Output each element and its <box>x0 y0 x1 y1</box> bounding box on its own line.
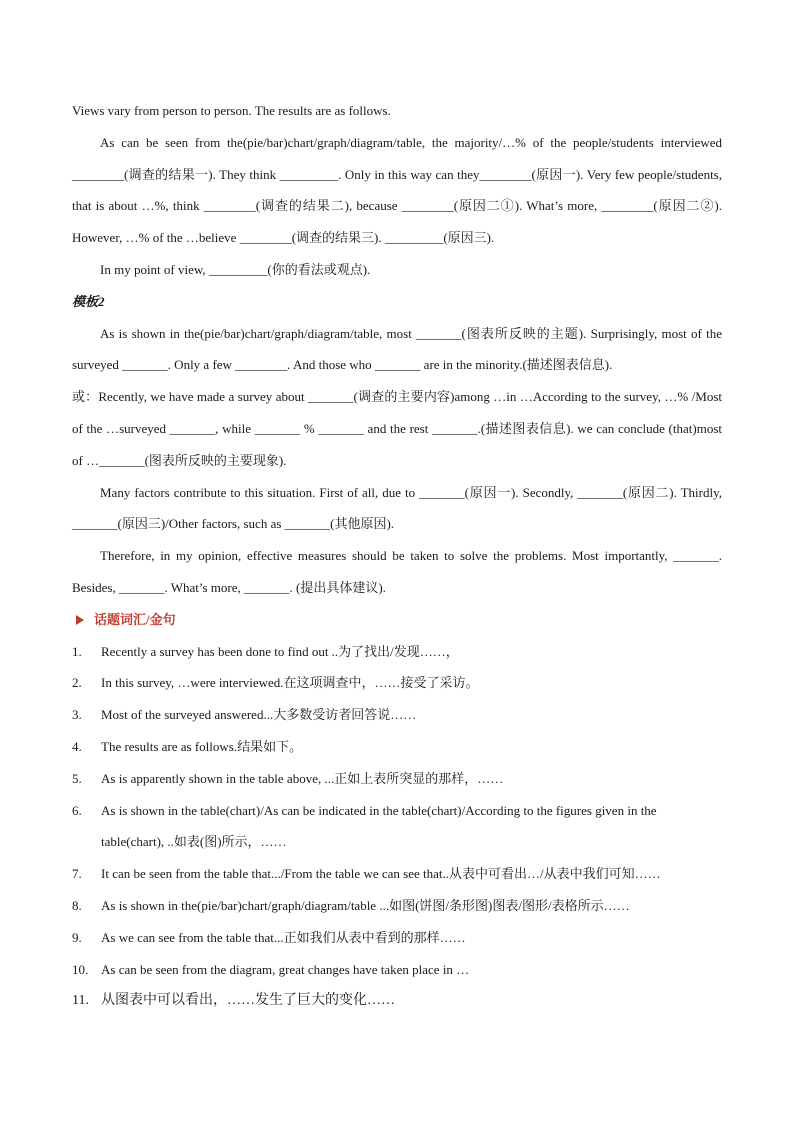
intro-line: Views vary from person to person. The results are as follows. <box>72 103 391 118</box>
item-number: 9. <box>72 929 82 945</box>
phrase-list <box>72 636 722 1018</box>
topic-heading-label: 话题词汇/金句 <box>94 611 176 627</box>
item-text: 从图表中可以看出，……发生了巨大的变化…… <box>101 993 395 1009</box>
item-text: Recently a survey has been done to find out ..为了找出/发现……， <box>101 643 459 659</box>
list-item <box>72 636 722 668</box>
item-number: 6. <box>72 802 82 818</box>
topic-heading <box>72 604 722 636</box>
list-item <box>72 699 722 731</box>
item-number: 4. <box>72 738 82 754</box>
item-text: As can be seen from the diagram, great changes have taken place in … <box>101 961 470 977</box>
item-text: The results are as follows.结果如下。 <box>101 738 303 754</box>
item-text: As we can see from the table that...正如我们从表中看到的那样…… <box>101 929 466 945</box>
document-page <box>72 95 722 1017</box>
list-item <box>72 858 722 890</box>
item-number: 11. <box>72 993 89 1009</box>
template2-paragraph-4: Therefore, in my opinion, effective measures should be taken to solve the problems. Most importantly, _______. Besides, _______. What’s more, _______. (提出具体建议). <box>72 548 722 595</box>
item-text: In this survey, …were interviewed.在这项调查中，……接受了采访。 <box>101 675 479 691</box>
list-item <box>72 731 722 763</box>
list-item <box>72 890 722 922</box>
item-text: As is shown in the table(chart)/As can be indicated in the table(chart)/According to the figures given in the table(chart), ..如表(图)所示，…… <box>101 802 657 850</box>
item-text: Most of the surveyed answered...大多数受访者回答说…… <box>101 707 417 723</box>
template1-paragraph: As can be seen from the(pie/bar)chart/graph/diagram/table, the majority/…% of the people/students interviewed ________(调查的结果一). They think _________. Only in this way can they________(原因一). Very few people/students, that is about …%, think ________(调查的结果二), because ________(原因二①). What’s more, ________(原因二②). However, …% of the …believe ________(调查的结果三). _________(原因三). <box>72 134 722 246</box>
list-item <box>72 922 722 954</box>
opinion-line: In my point of view, _________(你的看法或观点). <box>100 261 371 277</box>
item-text: As is shown in the(pie/bar)chart/graph/diagram/table ...如图(饼图/条形图)图表/图形/表格所示…… <box>101 897 630 913</box>
item-number: 10. <box>72 961 89 977</box>
list-item <box>72 763 722 795</box>
template2-paragraph-2: 或：Recently, we have made a survey about _______(调查的主要内容)among …in …According to the survey, …% /Most of the …surveyed _______, while _______ % _______ and the rest _______.(描述图表信息). we can conclude (that)most of …_______(图表所反映的主要现象). <box>72 389 722 468</box>
item-text: It can be seen from the table that.../From the table we can see that..从表中可看出…/从表中我们可知…… <box>101 866 661 882</box>
list-item <box>72 985 722 1017</box>
template2-title: 模板2 <box>72 293 105 309</box>
item-number: 1. <box>72 643 82 659</box>
list-item <box>72 954 722 986</box>
template2-paragraph-1: As is shown in the(pie/bar)chart/graph/diagram/table, most _______(图表所反映的主题). Surprisingly, most of the surveyed _______. Only a few ________. And those who _______ are in the minority.(描述图表信息). <box>72 325 722 373</box>
item-number: 2. <box>72 675 82 691</box>
template2-paragraph-3: Many factors contribute to this situation. First of all, due to _______(原因一). Secondly, _______(原因二). Thirdly, _______(原因三)/Other factors, such as _______(其他原因). <box>72 484 722 532</box>
item-text: As is apparently shown in the table above, ...正如上表所突显的那样，…… <box>101 770 504 786</box>
item-number: 7. <box>72 866 82 882</box>
list-item <box>72 667 722 699</box>
item-number: 5. <box>72 770 82 786</box>
item-number: 3. <box>72 707 82 723</box>
arrow-icon <box>76 615 84 625</box>
item-number: 8. <box>72 897 82 913</box>
list-item <box>72 795 722 859</box>
